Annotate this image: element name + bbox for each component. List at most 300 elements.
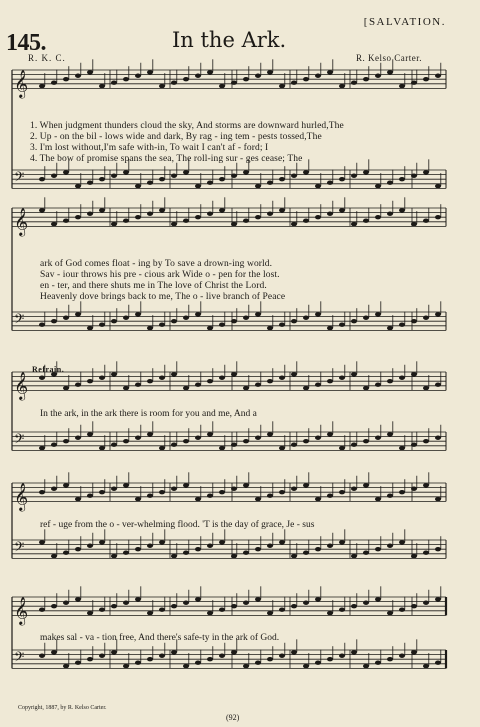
note-head: [111, 319, 117, 323]
note-head: [231, 554, 237, 558]
note-head: [411, 487, 417, 491]
note-head: [195, 597, 201, 601]
note-head: [363, 439, 369, 443]
note-head: [375, 312, 381, 316]
note-head: [375, 74, 381, 78]
note-head: [411, 442, 417, 446]
note-head: [387, 326, 393, 330]
note-head: [291, 80, 297, 84]
note-head: [243, 218, 249, 222]
note-head: [135, 497, 141, 501]
note-head: [195, 215, 201, 219]
note-head: [303, 439, 309, 443]
note-head: [99, 540, 105, 544]
note-head: [387, 212, 393, 216]
note-head: [39, 490, 45, 494]
note-head: [339, 607, 345, 611]
note-head: [303, 77, 309, 81]
note-head: [303, 218, 309, 222]
verse-2-line-b: Sav - iour throws his pre - cious ark Wide o - pen for the lost.: [40, 270, 280, 280]
note-head: [123, 439, 129, 443]
note-head: [423, 664, 429, 668]
note-head: [171, 487, 177, 491]
note-head: [375, 597, 381, 601]
note-head: [255, 497, 261, 501]
note-head: [267, 70, 273, 74]
note-head: [375, 382, 381, 386]
note-head: [303, 316, 309, 320]
note-head: [39, 540, 45, 544]
note-head: [315, 497, 321, 501]
note-head: [435, 436, 441, 440]
note-head: [159, 208, 165, 212]
note-head: [87, 70, 93, 74]
note-head: [147, 493, 153, 497]
note-head: [219, 490, 225, 494]
note-head: [183, 386, 189, 390]
note-head: [183, 170, 189, 174]
note-head: [435, 497, 441, 501]
note-head: [207, 70, 213, 74]
note-head: [411, 222, 417, 226]
note-head: [183, 439, 189, 443]
note-head: [195, 497, 201, 501]
note-head: [135, 547, 141, 551]
note-head: [207, 432, 213, 436]
note-head: [399, 84, 405, 88]
note-head: [267, 212, 273, 216]
note-head: [63, 439, 69, 443]
note-head: [207, 180, 213, 184]
note-head: [279, 84, 285, 88]
note-head: [423, 170, 429, 174]
note-head: [195, 382, 201, 386]
note-head: [171, 80, 177, 84]
note-head: [171, 604, 177, 608]
note-head: [147, 544, 153, 548]
note-head: [279, 446, 285, 450]
note-head: [399, 490, 405, 494]
note-head: [39, 322, 45, 326]
note-head: [303, 601, 309, 605]
note-head: [423, 218, 429, 222]
note-head: [135, 312, 141, 316]
note-head: [267, 657, 273, 661]
note-head: [99, 177, 105, 181]
note-head: [123, 664, 129, 668]
note-head: [339, 208, 345, 212]
note-head: [423, 439, 429, 443]
note-head: [315, 597, 321, 601]
note-head: [279, 607, 285, 611]
note-head: [339, 322, 345, 326]
verse-4-line-a: 4. The bow of promise spans the sea, The roll-ing sur - ges cease; The: [30, 154, 303, 164]
note-head: [195, 74, 201, 78]
note-head: [135, 382, 141, 386]
note-head: [327, 657, 333, 661]
note-head: [291, 222, 297, 226]
note-head: [87, 379, 93, 383]
note-head: [99, 376, 105, 380]
note-head: [51, 319, 57, 323]
note-head: [435, 184, 441, 188]
note-head: [231, 319, 237, 323]
note-head: [63, 316, 69, 320]
note-head: [291, 442, 297, 446]
note-head: [267, 379, 273, 383]
note-head: [123, 601, 129, 605]
note-head: [243, 386, 249, 390]
note-head: [375, 547, 381, 551]
author-initials: R. K. C.: [28, 53, 66, 63]
note-head: [111, 554, 117, 558]
note-head: [339, 540, 345, 544]
note-head: [435, 547, 441, 551]
note-head: [183, 550, 189, 554]
note-head: [243, 439, 249, 443]
note-head: [255, 436, 261, 440]
note-head: [255, 184, 261, 188]
bass-clef-icon: 𝄢: [14, 168, 25, 188]
note-head: [207, 212, 213, 216]
note-head: [243, 483, 249, 487]
note-head: [423, 316, 429, 320]
note-head: [219, 446, 225, 450]
note-head: [111, 442, 117, 446]
note-head: [387, 493, 393, 497]
note-head: [231, 80, 237, 84]
note-head: [291, 487, 297, 491]
note-head: [219, 84, 225, 88]
note-head: [195, 547, 201, 551]
note-head: [195, 312, 201, 316]
note-head: [387, 544, 393, 548]
note-head: [387, 657, 393, 661]
note-head: [231, 222, 237, 226]
note-head: [423, 550, 429, 554]
note-head: [75, 382, 81, 386]
note-head: [123, 550, 129, 554]
note-head: [423, 77, 429, 81]
note-head: [411, 372, 417, 376]
note-head: [387, 432, 393, 436]
note-head: [111, 650, 117, 654]
note-head: [303, 483, 309, 487]
note-head: [315, 547, 321, 551]
note-head: [279, 376, 285, 380]
note-head: [147, 657, 153, 661]
note-head: [435, 382, 441, 386]
note-head: [99, 208, 105, 212]
note-head: [387, 611, 393, 615]
note-head: [267, 326, 273, 330]
note-head: [39, 177, 45, 181]
note-head: [351, 650, 357, 654]
bass-clef-icon: 𝄢: [14, 310, 25, 330]
note-head: [135, 597, 141, 601]
note-head: [39, 654, 45, 658]
composer-name: R. Kelso Carter.: [356, 53, 422, 63]
note-head: [423, 483, 429, 487]
note-head: [231, 487, 237, 491]
note-head: [135, 74, 141, 78]
note-head: [123, 386, 129, 390]
note-head: [147, 70, 153, 74]
note-head: [363, 601, 369, 605]
note-head: [279, 490, 285, 494]
note-head: [147, 379, 153, 383]
verse-1-line-b: ark of God comes float - ing by To save a drown-ing world.: [40, 259, 273, 269]
note-head: [231, 650, 237, 654]
note-head: [147, 432, 153, 436]
note-head: [339, 654, 345, 658]
note-head: [87, 180, 93, 184]
note-head: [411, 80, 417, 84]
note-head: [315, 184, 321, 188]
note-head: [75, 215, 81, 219]
note-head: [363, 483, 369, 487]
note-head: [411, 174, 417, 178]
note-head: [339, 490, 345, 494]
note-head: [99, 84, 105, 88]
note-head: [183, 218, 189, 222]
note-head: [435, 660, 441, 664]
note-head: [207, 493, 213, 497]
note-head: [315, 312, 321, 316]
note-head: [315, 436, 321, 440]
note-head: [63, 77, 69, 81]
note-head: [399, 540, 405, 544]
note-head: [207, 326, 213, 330]
note-head: [435, 597, 441, 601]
note-head: [75, 597, 81, 601]
note-head: [99, 654, 105, 658]
note-head: [411, 554, 417, 558]
note-head: [291, 174, 297, 178]
note-head: [351, 372, 357, 376]
note-head: [111, 487, 117, 491]
note-head: [63, 218, 69, 222]
note-head: [135, 436, 141, 440]
note-head: [39, 376, 45, 380]
note-head: [411, 319, 417, 323]
note-head: [39, 607, 45, 611]
note-head: [363, 170, 369, 174]
note-head: [171, 372, 177, 376]
note-head: [63, 550, 69, 554]
note-head: [327, 493, 333, 497]
note-head: [183, 664, 189, 668]
note-head: [387, 70, 393, 74]
note-head: [159, 654, 165, 658]
note-head: [351, 442, 357, 446]
note-head: [291, 604, 297, 608]
note-head: [171, 442, 177, 446]
note-head: [159, 607, 165, 611]
note-head: [411, 650, 417, 654]
copyright-notice: Copyright, 1887, by R. Kelso Carter.: [18, 705, 107, 711]
note-head: [351, 487, 357, 491]
note-head: [51, 442, 57, 446]
note-head: [375, 436, 381, 440]
note-head: [51, 174, 57, 178]
note-head: [183, 483, 189, 487]
note-head: [279, 654, 285, 658]
note-head: [327, 611, 333, 615]
verse-2-line-a: 2. Up - on the bil - lows wide and dark, By rag - ing tem - pests tossed,The: [30, 132, 322, 142]
note-head: [399, 376, 405, 380]
note-head: [135, 215, 141, 219]
note-head: [51, 554, 57, 558]
note-head: [279, 177, 285, 181]
note-head: [219, 322, 225, 326]
note-head: [435, 215, 441, 219]
note-head: [339, 84, 345, 88]
note-head: [219, 177, 225, 181]
note-head: [63, 386, 69, 390]
note-head: [159, 84, 165, 88]
note-head: [111, 222, 117, 226]
note-head: [39, 446, 45, 450]
note-head: [243, 601, 249, 605]
note-head: [291, 650, 297, 654]
note-head: [243, 77, 249, 81]
note-head: [87, 493, 93, 497]
note-head: [75, 660, 81, 664]
note-head: [123, 170, 129, 174]
note-head: [147, 611, 153, 615]
verse-1-line-a: 1. When judgment thunders cloud the sky, And storms are downward hurled,The: [30, 121, 344, 131]
note-head: [339, 446, 345, 450]
note-head: [159, 446, 165, 450]
note-head: [411, 604, 417, 608]
note-head: [99, 607, 105, 611]
note-head: [147, 180, 153, 184]
note-head: [279, 208, 285, 212]
note-head: [327, 326, 333, 330]
note-head: [315, 215, 321, 219]
note-head: [219, 540, 225, 544]
hymn-title: In the Ark.: [172, 28, 287, 52]
note-head: [435, 74, 441, 78]
note-head: [159, 322, 165, 326]
note-head: [75, 184, 81, 188]
note-head: [327, 212, 333, 216]
note-head: [87, 611, 93, 615]
note-head: [255, 215, 261, 219]
note-head: [399, 208, 405, 212]
note-head: [159, 177, 165, 181]
note-head: [195, 660, 201, 664]
note-head: [363, 550, 369, 554]
note-head: [219, 654, 225, 658]
note-head: [183, 77, 189, 81]
note-head: [375, 215, 381, 219]
refrain-label: Refrain.: [32, 365, 65, 374]
note-head: [63, 664, 69, 668]
note-head: [387, 180, 393, 184]
note-head: [231, 372, 237, 376]
note-head: [351, 319, 357, 323]
note-head: [183, 601, 189, 605]
note-head: [315, 74, 321, 78]
note-head: [75, 497, 81, 501]
note-head: [75, 436, 81, 440]
note-head: [279, 322, 285, 326]
note-head: [243, 316, 249, 320]
note-head: [399, 177, 405, 181]
note-head: [399, 654, 405, 658]
verse-4-line-b: Heavenly dove brings back to me, The o - live branch of Peace: [40, 292, 286, 302]
treble-clef-icon: 𝄞: [14, 482, 29, 511]
note-head: [87, 212, 93, 216]
note-head: [351, 80, 357, 84]
note-head: [351, 174, 357, 178]
note-head: [207, 611, 213, 615]
note-head: [195, 436, 201, 440]
note-head: [39, 84, 45, 88]
refrain-line-1: In the ark, in the ark there is room for you and me, And a: [40, 409, 257, 419]
note-head: [111, 604, 117, 608]
note-head: [315, 660, 321, 664]
note-head: [75, 74, 81, 78]
note-head: [339, 376, 345, 380]
note-head: [171, 650, 177, 654]
bass-clef-icon: 𝄢: [14, 648, 25, 668]
note-head: [135, 184, 141, 188]
note-head: [243, 550, 249, 554]
note-head: [279, 540, 285, 544]
note-head: [327, 432, 333, 436]
note-head: [363, 218, 369, 222]
note-head: [327, 70, 333, 74]
note-head: [51, 650, 57, 654]
note-head: [219, 208, 225, 212]
note-head: [291, 554, 297, 558]
verse-3-line-b: en - ter, and there shuts me in The love of Christ the Lord.: [40, 281, 267, 291]
note-head: [63, 601, 69, 605]
note-head: [375, 497, 381, 501]
note-head: [255, 547, 261, 551]
note-head: [423, 601, 429, 605]
note-head: [219, 376, 225, 380]
note-head: [363, 77, 369, 81]
verse-3-line-a: 3. I'm lost without,I'm safe with-in, To wait I can't af - ford; I: [30, 143, 269, 153]
note-head: [327, 180, 333, 184]
note-head: [387, 379, 393, 383]
note-head: [99, 322, 105, 326]
treble-clef-icon: 𝄞: [14, 371, 29, 400]
note-head: [51, 604, 57, 608]
note-head: [87, 657, 93, 661]
note-head: [75, 547, 81, 551]
note-head: [207, 544, 213, 548]
note-head: [255, 382, 261, 386]
note-head: [399, 446, 405, 450]
note-head: [267, 493, 273, 497]
note-head: [255, 74, 261, 78]
note-head: [303, 170, 309, 174]
note-head: [231, 442, 237, 446]
note-head: [243, 664, 249, 668]
note-head: [207, 379, 213, 383]
note-head: [315, 382, 321, 386]
note-head: [375, 660, 381, 664]
note-head: [51, 80, 57, 84]
note-head: [111, 372, 117, 376]
note-head: [147, 326, 153, 330]
note-head: [219, 607, 225, 611]
